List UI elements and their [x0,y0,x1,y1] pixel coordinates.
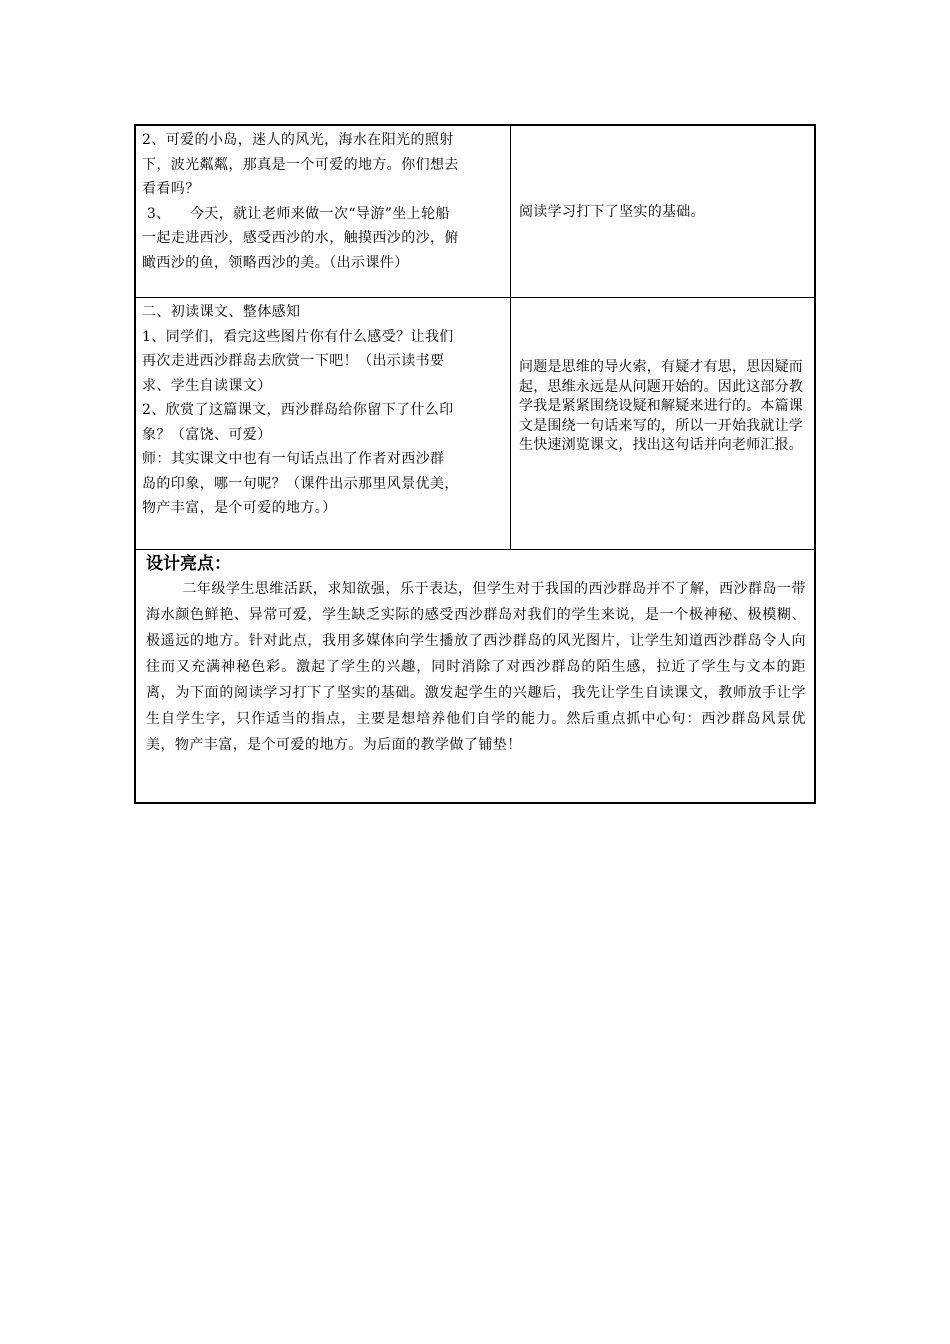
text-line: 再次走进西沙群岛去欣赏一下吧！（出示读书要 [142,353,445,369]
teaching-steps-cell [136,298,511,549]
text-line: 象？（富饶、可爱） [142,426,272,443]
text-line: 下，波光粼粼，那真是一个可爱的地方。你们想去 [142,156,459,173]
design-highlight-row [136,550,814,802]
table-row [136,126,814,298]
text-line: 看看吗？ [142,181,200,197]
text-line: 求、学生自读课文） [142,377,272,394]
section-heading: 二、初读课文、整体感知 [142,304,301,320]
design-intent-text: 问题是思维的导火索，有疑才有思，思因疑而起，思维永远是从问题开始的。因此这部分教学我是紧紧围绕设疑和解疑来进行的。本篇课文是围绕一句话来写的，所以一开始我就让学生快速浏览课文，找出这句话并向老师汇报。 [519,359,803,453]
text-line: 一起走进西沙，感受西沙的水，触摸西沙的沙，俯 [142,230,459,246]
text-line: 师：其实课文中也有一句话点出了作者对西沙群 [142,451,445,467]
lesson-plan-table [134,124,816,804]
text-line: 瞰西沙的鱼，领略西沙的美。（出示课件） [142,254,409,271]
highlight-title: 设计亮点： [146,554,231,574]
text-line: 1、同学们，看完这些图片你有什么感受？让我们 [142,328,454,345]
text-line: 2、可爱的小岛，迷人的风光，海水在阳光的照射 [142,132,454,148]
table-row [136,298,814,550]
design-highlight-cell [136,550,814,802]
design-intent-cell [511,126,814,297]
design-intent-text: 阅读学习打下了坚实的基础。 [519,203,705,220]
design-intent-cell [511,298,814,549]
text-line: 2、欣赏了这篇课文，西沙群岛给你留下了什么印 [142,402,454,418]
highlight-body: 二年级学生思维活跃，求知欲强，乐于表达，但学生对于我国的西沙群岛并不了解，西沙群岛一带海水颜色鲜艳、异常可爱，学生缺乏实际的感受西沙群岛对我们的学生来说，是一个极神秘、极模糊、极遥远的地方。针对此点，我用多媒体向学生播放了西沙群岛的风光图片，让学生知道西沙群岛令人向往而又充满神秘色彩。激起了学生的兴趣，同时消除了对西沙群岛的陌生感，拉近了学生与文本的距离，为下面的阅读学习打下了坚实的基础。激发起学生的兴趣后，我先让学生自读课文，教师放手让学生自学生字，只作适当的指点，主要是想培养他们自学的能力。然后重点抓中心句：西沙群岛风景优美，物产丰富，是个可爱的地方。为后面的教学做了铺垫！ [146,581,806,753]
text-line: 3、 今天，就让老师来做一次“导游”坐上轮船 [142,205,450,222]
text-line: 物产丰富，是个可爱的地方。） [142,500,337,516]
text-line: 岛的印象，哪一句呢？（课件出示那里风景优美， [142,475,459,492]
teaching-steps-cell [136,126,511,297]
